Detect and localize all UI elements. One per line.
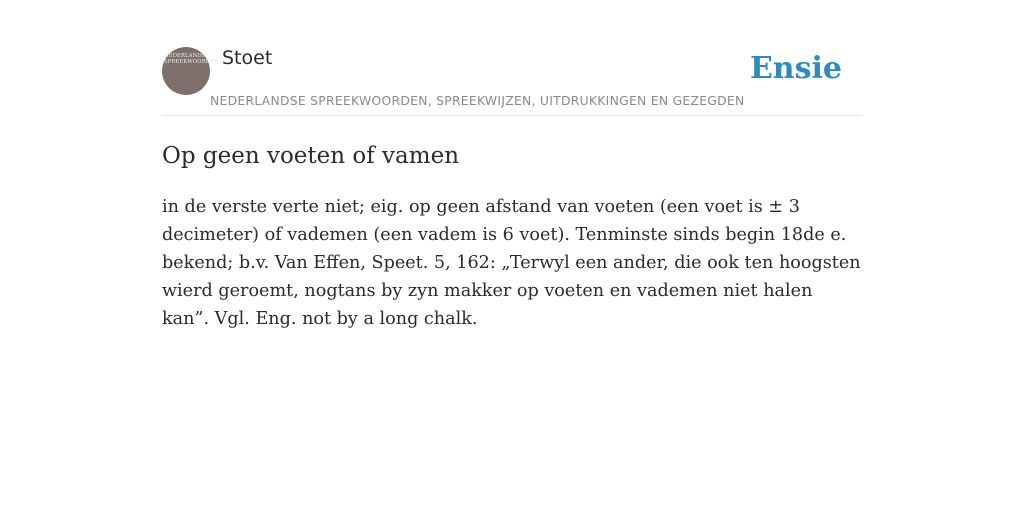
source-header (162, 46, 862, 116)
source-avatar[interactable] (162, 47, 219, 95)
entry-title: Op geen voeten of vamen (162, 143, 460, 169)
avatar-cover-text: NEDERLANDSE SPREEKWOORDEN (164, 53, 219, 66)
brand-logo[interactable]: Ensie (749, 51, 842, 86)
entry-definition: in de verste verte niet; eig. op geen afstand van voeten (een voet is ± 3 decimeter) of vademen (een vadem is 6 voet). Tenminste sinds begin 18de e. bekend; b.v. Van Effen, Speet. 5, 162: „Terwyl een ander, die ook ten hoogsten wierd geroemt, nogtans by zyn makker op voeten en vademen niet halen kan”. Vgl. Eng. not by a long chalk. (162, 197, 861, 329)
source-name[interactable]: Stoet (222, 47, 273, 69)
entry-card (162, 46, 862, 333)
source-subtitle: NEDERLANDSE SPREEKWOORDEN, SPREEKWIJZEN, UITDRUKKINGEN EN GEZEGDEN (210, 93, 745, 108)
